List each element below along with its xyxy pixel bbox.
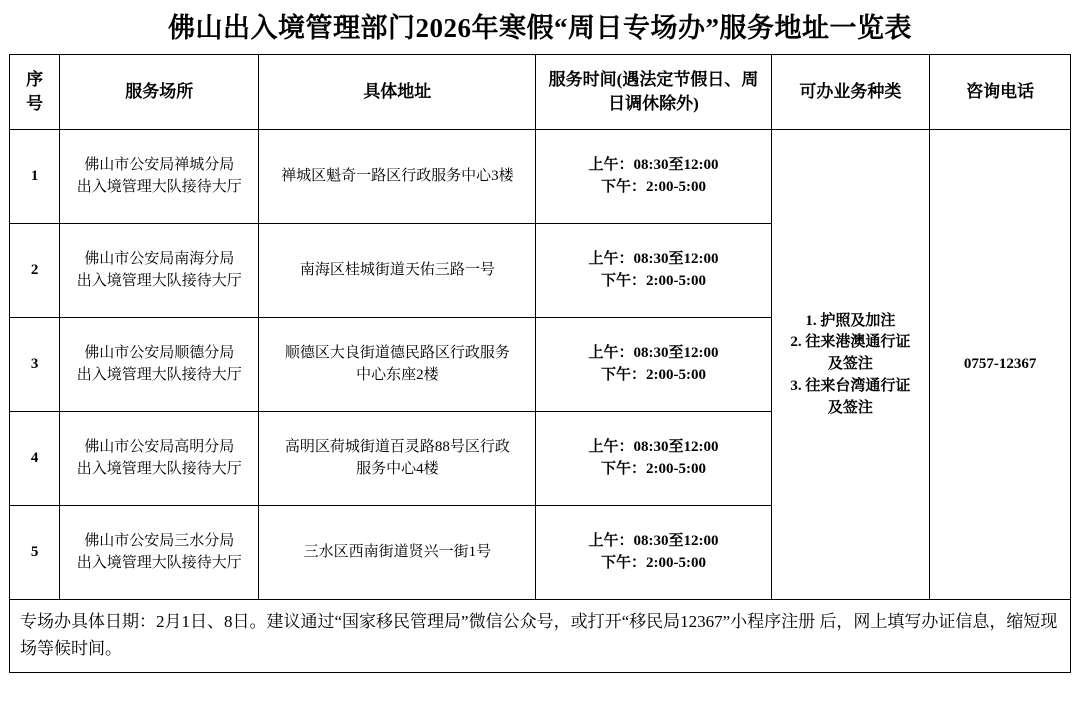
cell-place [60, 318, 259, 412]
table-header [10, 55, 1071, 130]
cell-time [536, 224, 771, 318]
cell-time [536, 318, 771, 412]
cell-business-types [771, 130, 930, 600]
cell-place-line1: 佛山市公安局高明分局 [84, 439, 235, 456]
business-type-2: 2. 往来港澳通行证 [790, 334, 911, 351]
business-type-2-cont: 及签注 [827, 356, 873, 373]
column-header-business: 可办业务种类 [771, 55, 930, 130]
cell-index: 3 [10, 318, 60, 412]
cell-place-line1: 佛山市公安局禅城分局 [84, 157, 235, 174]
cell-time-morning: 上午：08:30至12:00 [588, 345, 719, 362]
table-header-row [10, 55, 1071, 130]
cell-time [536, 506, 771, 600]
footnote-line1: 专场办具体日期：2月1日、8日。建议通过“国家移民管理局”微信公众号，或打开“移民局12367”小程序注册 [20, 612, 816, 632]
business-type-3-cont: 及签注 [827, 399, 873, 416]
service-address-table [9, 54, 1071, 600]
cell-place [60, 130, 259, 224]
cell-time [536, 412, 771, 506]
cell-place-line2: 出入境管理大队接待大厅 [76, 554, 242, 571]
table-row [10, 130, 1071, 224]
cell-address-line1: 顺德区大良街道德民路区行政服务 [284, 345, 510, 362]
cell-telephone: 0757-12367 [930, 130, 1071, 600]
cell-address [259, 412, 536, 506]
cell-index: 1 [10, 130, 60, 224]
cell-time [536, 130, 771, 224]
cell-time-afternoon: 下午：2:00-5:00 [601, 272, 707, 289]
cell-place-line2: 出入境管理大队接待大厅 [76, 178, 242, 195]
cell-address [259, 130, 536, 224]
cell-place [60, 224, 259, 318]
cell-time-morning: 上午：08:30至12:00 [588, 157, 719, 174]
cell-address-line1: 南海区桂城街道天佑三路一号 [299, 262, 495, 279]
cell-place-line1: 佛山市公安局南海分局 [84, 251, 235, 268]
business-type-1: 1. 护照及加注 [805, 312, 896, 329]
business-type-3: 3. 往来台湾通行证 [790, 377, 911, 394]
column-header-address: 具体地址 [259, 55, 536, 130]
footnote [9, 600, 1071, 673]
cell-time-afternoon: 下午：2:00-5:00 [601, 366, 707, 383]
cell-place [60, 412, 259, 506]
cell-time-afternoon: 下午：2:00-5:00 [601, 554, 707, 571]
cell-index: 2 [10, 224, 60, 318]
cell-time-morning: 上午：08:30至12:00 [588, 533, 719, 550]
column-header-index: 序号 [10, 55, 60, 130]
cell-address [259, 506, 536, 600]
table-body [10, 130, 1071, 600]
cell-address-line2: 中心东座2楼 [356, 366, 439, 383]
cell-address [259, 318, 536, 412]
cell-index: 4 [10, 412, 60, 506]
footnote-line2: 后，网上填写办证信息，缩短现场等候时间。 [20, 612, 1058, 658]
cell-index: 5 [10, 506, 60, 600]
cell-place-line2: 出入境管理大队接待大厅 [76, 366, 242, 383]
cell-address-line1: 禅城区魁奇一路区行政服务中心3楼 [281, 168, 514, 185]
cell-place-line2: 出入境管理大队接待大厅 [76, 460, 242, 477]
cell-place-line1: 佛山市公安局顺德分局 [84, 345, 235, 362]
cell-time-morning: 上午：08:30至12:00 [588, 251, 719, 268]
cell-place-line1: 佛山市公安局三水分局 [84, 533, 235, 550]
cell-address-line1: 三水区西南街道贤兴一街1号 [303, 544, 492, 561]
page-title: 佛山出入境管理部门2026年寒假“周日专场办”服务地址一览表 [168, 13, 912, 43]
column-header-tel: 咨询电话 [930, 55, 1071, 130]
column-header-place: 服务场所 [60, 55, 259, 130]
cell-time-afternoon: 下午：2:00-5:00 [601, 178, 707, 195]
cell-place [60, 506, 259, 600]
column-header-time: 服务时间(遇法定节假日、周日调休除外) [536, 55, 771, 130]
cell-address-line1: 高明区荷城街道百灵路88号区行政 [284, 439, 510, 456]
cell-time-morning: 上午：08:30至12:00 [588, 439, 719, 456]
cell-address-line2: 服务中心4楼 [356, 460, 439, 477]
cell-address [259, 224, 536, 318]
cell-place-line2: 出入境管理大队接待大厅 [76, 272, 242, 289]
cell-time-afternoon: 下午：2:00-5:00 [601, 460, 707, 477]
